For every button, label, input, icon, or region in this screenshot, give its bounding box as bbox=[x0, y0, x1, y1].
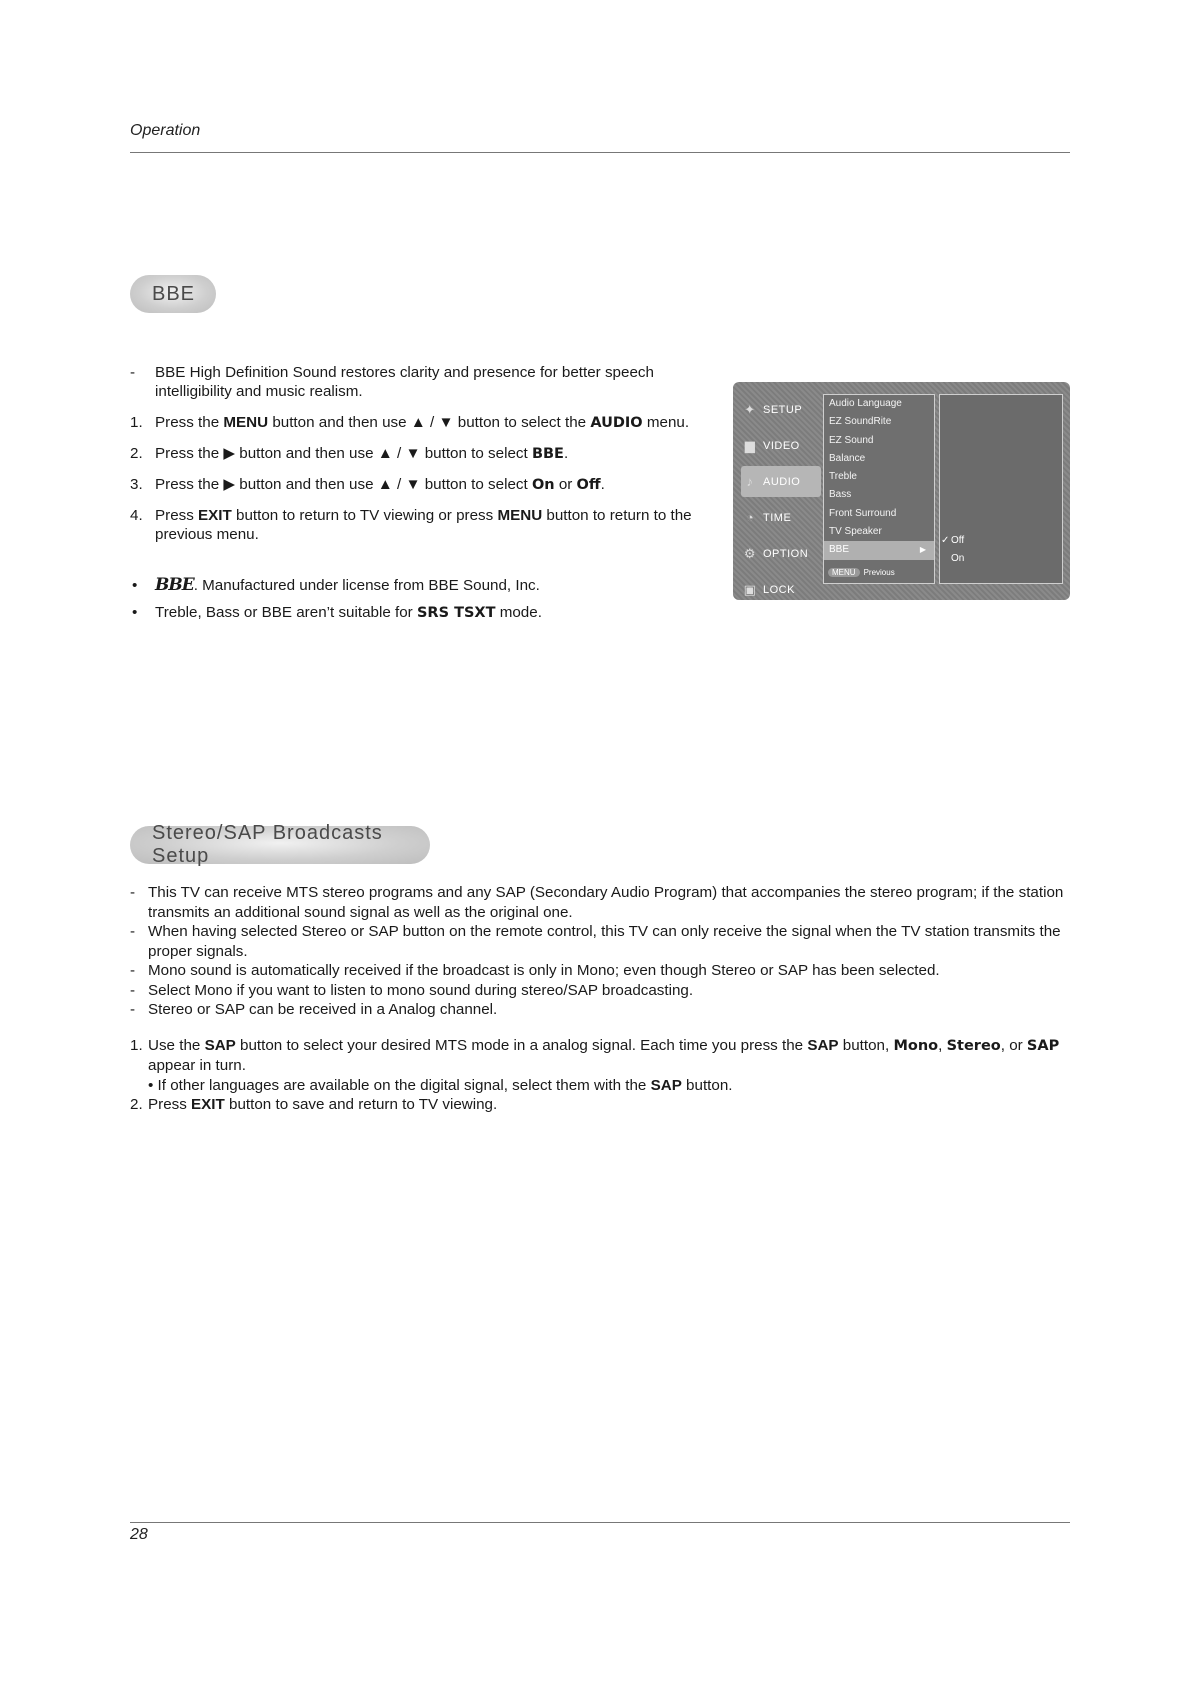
speaker-icon: ♪ bbox=[746, 474, 754, 489]
stereo-step-2: 2. Press EXIT button to save and return to TV viewing. bbox=[130, 1096, 498, 1113]
tv-item-balance: Balance bbox=[829, 452, 866, 464]
screen-icon: ▆ bbox=[744, 437, 756, 453]
stereo-steps bbox=[130, 1036, 1070, 1115]
stereo-step-1-note: • If other languages are available on the digital signal, select them with the SAP button. bbox=[148, 1076, 733, 1094]
stereo-heading-pill bbox=[130, 822, 430, 867]
bbe-step-3: 3. Press the ▶ button and then use ▲ / ▼ button to select On or Off. bbox=[130, 476, 605, 493]
stereo-bullet: - Stereo or SAP can be received in a Analog channel. bbox=[130, 1001, 498, 1018]
stereo-bullet: - This TV can receive MTS stereo programs and any SAP (Secondary Audio Program) that accompanies the stereo program; if the station transmits an additional sound signal as well as the original one. bbox=[130, 884, 1064, 921]
header-rule bbox=[130, 152, 1070, 153]
tv-item-tv-speaker: TV Speaker bbox=[829, 526, 882, 538]
tv-sidebar-item-audio: ♪ AUDIO bbox=[741, 466, 821, 497]
tv-menu-footer: MENU Previous bbox=[828, 565, 928, 579]
bbe-intro: - BBE High Definition Sound restores clarity and presence for better speech intelligibility and music realism. bbox=[130, 364, 654, 400]
lock-icon: ▣ bbox=[743, 581, 757, 597]
footer-rule bbox=[130, 1522, 1070, 1523]
arrow-right-icon: ▶ bbox=[919, 545, 926, 555]
tv-sidebar-item-time: ◔ TIME bbox=[741, 502, 821, 533]
tv-audio-items bbox=[823, 394, 935, 584]
section-header: Operation bbox=[130, 122, 201, 139]
stereo-bullet: - Select Mono if you want to listen to mono sound during stereo/SAP broadcasting. bbox=[130, 981, 694, 999]
tv-sidebar-item-setup: ✦ SETUP bbox=[741, 394, 821, 425]
bbe-logo: BBE bbox=[155, 575, 194, 595]
tv-option-off: ✓ Off bbox=[941, 532, 964, 550]
satellite-icon: ✦ bbox=[744, 401, 756, 417]
tv-sidebar-item-option: ⚙ OPTION bbox=[741, 538, 821, 569]
bbe-license-note: • BBE. Manufactured under license from BBE Sound, Inc. bbox=[132, 575, 540, 595]
stereo-bullet: - When having selected Stereo or SAP button on the remote control, this TV can only receive the signal when the TV station transmits the proper signals. bbox=[130, 923, 1061, 960]
bbe-steps bbox=[130, 413, 715, 544]
stereo-section bbox=[130, 883, 1070, 1115]
page-number: 28 bbox=[130, 1526, 148, 1543]
stereo-heading: Stereo/SAP Broadcasts Setup bbox=[152, 822, 383, 867]
wrench-icon: ⚙ bbox=[743, 545, 757, 561]
tv-item-ez-sound: EZ Sound bbox=[829, 434, 874, 446]
stereo-bullet: - Mono sound is automatically received if the broadcast is only in Mono; even though Stereo or SAP has been selected. bbox=[130, 962, 940, 979]
bbe-heading-pill bbox=[130, 275, 216, 313]
tv-menu-sidebar bbox=[741, 394, 821, 610]
check-icon: ✓ bbox=[941, 535, 950, 546]
tv-item-bbe: BBE ▶ bbox=[824, 541, 934, 559]
bbe-suitability-note: • Treble, Bass or BBE aren’t suitable for SRS TSXT mode. bbox=[132, 604, 542, 621]
tv-item-bass: Bass bbox=[829, 489, 852, 501]
stereo-step-1: 1. Use the SAP button to select your desired MTS mode in a analog signal. Each time you press the SAP button, Mono, Stereo, or SAP appear in turn. bbox=[130, 1036, 1060, 1074]
tv-item-audio-language: Audio Language bbox=[829, 398, 902, 409]
bbe-step-4: 4. Press EXIT button to return to TV viewing or press MENU button to return to the previous menu. bbox=[130, 507, 692, 543]
tv-item-ez-soundrite: EZ SoundRite bbox=[829, 416, 892, 428]
bbe-step-1: 1. Press the MENU button and then use ▲ / ▼ button to select the AUDIO menu. bbox=[130, 414, 690, 431]
bbe-heading: BBE bbox=[152, 282, 196, 305]
tv-sidebar-item-video: ▆ VIDEO bbox=[741, 430, 821, 461]
tv-bbe-options bbox=[941, 532, 964, 568]
tv-option-on: On bbox=[951, 553, 965, 564]
tv-item-front-surround: Front Surround bbox=[829, 507, 897, 519]
bbe-step-2: 2. Press the ▶ button and then use ▲ / ▼ button to select BBE. bbox=[130, 445, 569, 462]
tv-item-treble: Treble bbox=[829, 471, 857, 483]
bbe-section bbox=[130, 363, 715, 631]
clock-icon: ◔ bbox=[745, 510, 755, 525]
bbe-notes bbox=[130, 576, 715, 623]
tv-sidebar-item-lock: ▣ LOCK bbox=[741, 574, 821, 605]
tv-audio-menu-screenshot bbox=[733, 382, 1070, 600]
